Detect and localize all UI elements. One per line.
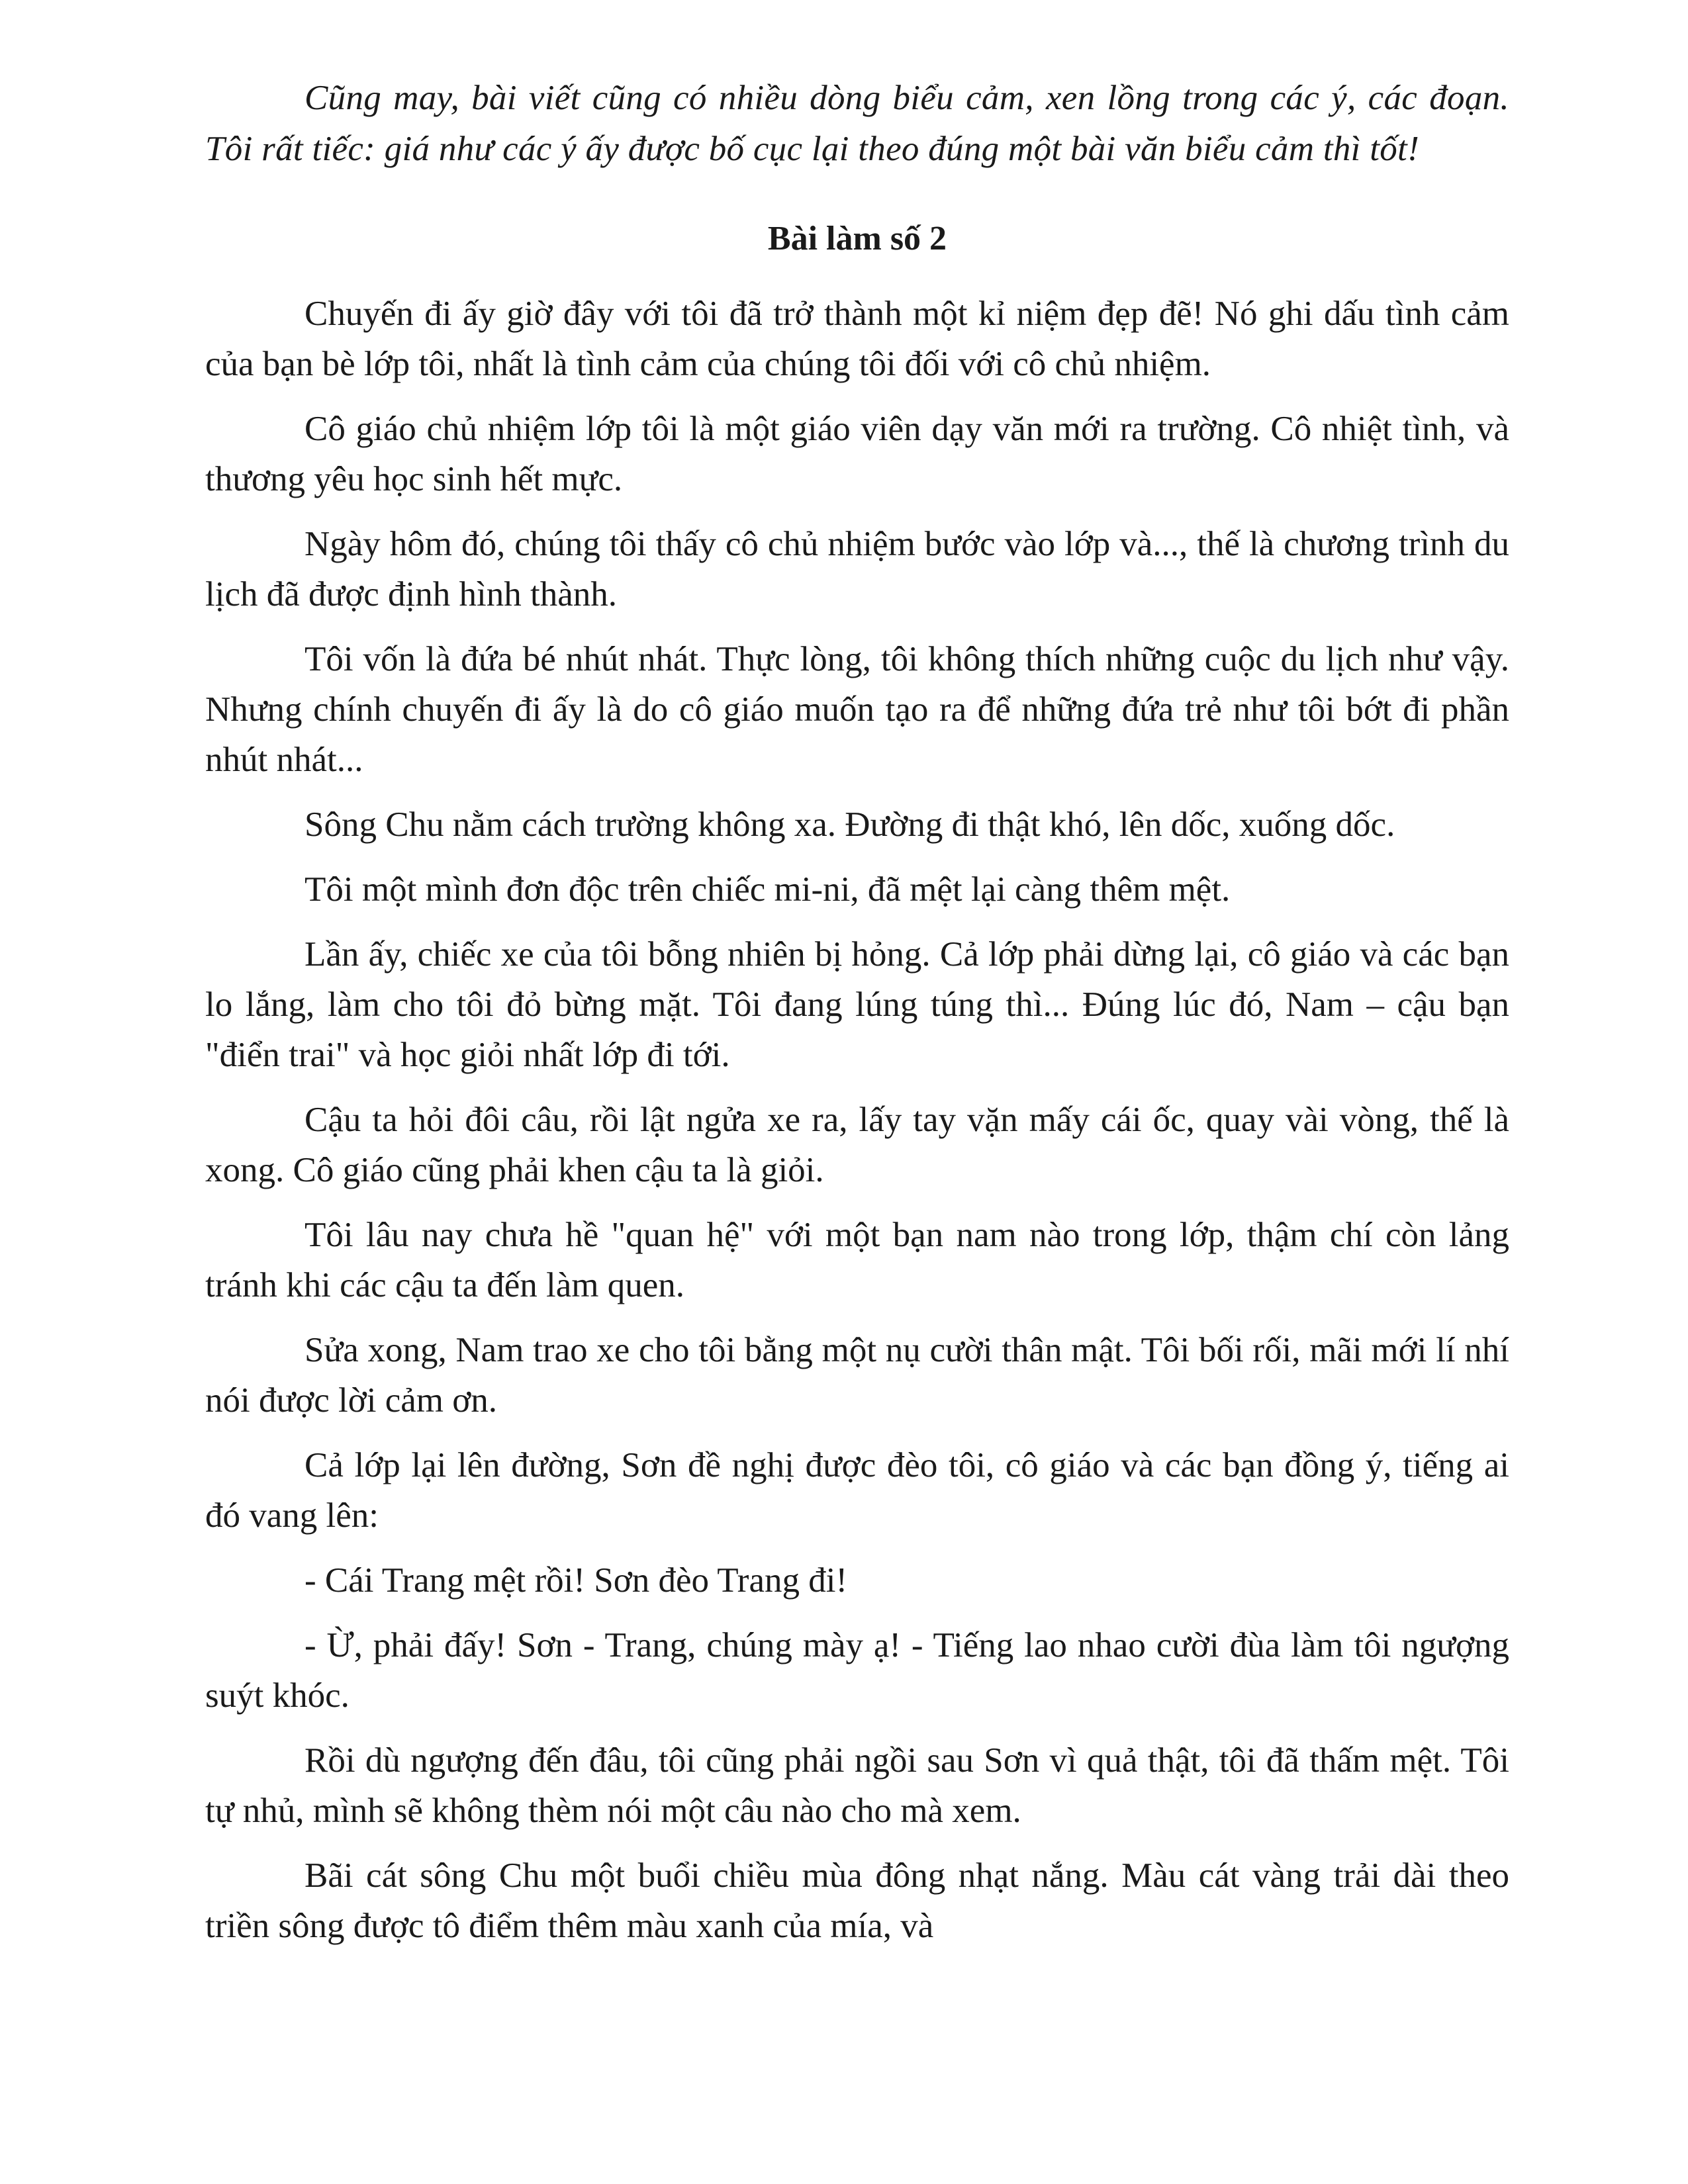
paragraph-1: Chuyến đi ấy giờ đây với tôi đã trở thành một kỉ niệm đẹp đẽ! Nó ghi dấu tình cảm của bạn bè lớp tôi, nhất là tình cảm của chúng tôi đối với cô chủ nhiệm. (205, 295, 1509, 383)
dialogue-line-1: - Cái Trang mệt rồi! Sơn đèo Trang đi! (305, 1561, 848, 1600)
paragraph-10: Sửa xong, Nam trao xe cho tôi bằng một nụ cười thân mật. Tôi bối rối, mãi mới lí nhí nói được lời cảm ơn. (205, 1331, 1509, 1420)
paragraph-15: Bãi cát sông Chu một buổi chiều mùa đông nhạt nắng. Màu cát vàng trải dài theo triền sông được tô điểm thêm màu xanh của mía, và (205, 1856, 1509, 1945)
teacher-comment (205, 73, 1509, 175)
essay-body (205, 289, 1509, 1951)
document-page (205, 73, 1509, 1966)
paragraph-9: Tôi lâu nay chưa hề "quan hệ" với một bạn nam nào trong lớp, thậm chí còn lảng tránh khi các cậu ta đến làm quen. (205, 1216, 1509, 1304)
dialogue-line-2: - Ừ, phải đấy! Sơn - Trang, chúng mày ạ! - Tiếng lao nhao cười đùa làm tôi ngượng suýt khóc. (205, 1626, 1509, 1715)
paragraph-3: Ngày hôm đó, chúng tôi thấy cô chủ nhiệm bước vào lớp và..., thế là chương trình du lịch đã được định hình thành. (205, 525, 1509, 614)
paragraph-8: Cậu ta hỏi đôi câu, rồi lật ngửa xe ra, lấy tay vặn mấy cái ốc, quay vài vòng, thế là xong. Cô giáo cũng phải khen cậu ta là giỏi. (205, 1101, 1509, 1189)
paragraph-2: Cô giáo chủ nhiệm lớp tôi là một giáo viên dạy văn mới ra trường. Cô nhiệt tình, và thương yêu học sinh hết mực. (205, 410, 1509, 498)
paragraph-7: Lần ấy, chiếc xe của tôi bỗng nhiên bị hỏng. Cả lớp phải dừng lại, cô giáo và các bạn lo lắng, làm cho tôi đỏ bừng mặt. Tôi đang lúng túng thì... Đúng lúc đó, Nam – cậu bạn "điển trai" và học giỏi nhất lớp đi tới. (205, 935, 1509, 1074)
paragraph-14: Rồi dù ngượng đến đâu, tôi cũng phải ngồi sau Sơn vì quả thật, tôi đã thấm mệt. Tôi tự nhủ, mình sẽ không thèm nói một câu nào cho mà xem. (205, 1741, 1509, 1830)
paragraph-11: Cả lớp lại lên đường, Sơn đề nghị được đèo tôi, cô giáo và các bạn đồng ý, tiếng ai đó vang lên: (205, 1446, 1509, 1535)
comment-paragraph: Cũng may, bài viết cũng có nhiều dòng biểu cảm, xen lồng trong các ý, các đoạn. Tôi rất tiếc: giá như các ý ấy được bố cục lại theo đúng một bài văn biểu cảm thì tốt! (205, 79, 1509, 168)
paragraph-6: Tôi một mình đơn độc trên chiếc mi-ni, đã mệt lại càng thêm mệt. (305, 870, 1231, 909)
paragraph-4: Tôi vốn là đứa bé nhút nhát. Thực lòng, tôi không thích những cuộc du lịch như vậy. Nhưng chính chuyến đi ấy là do cô giáo muốn tạo ra để những đứa trẻ như tôi bớt đi phần nhút nhát... (205, 640, 1509, 779)
essay-heading: Bài làm số 2 (767, 220, 947, 257)
paragraph-5: Sông Chu nằm cách trường không xa. Đường đi thật khó, lên dốc, xuống dốc. (305, 805, 1395, 844)
